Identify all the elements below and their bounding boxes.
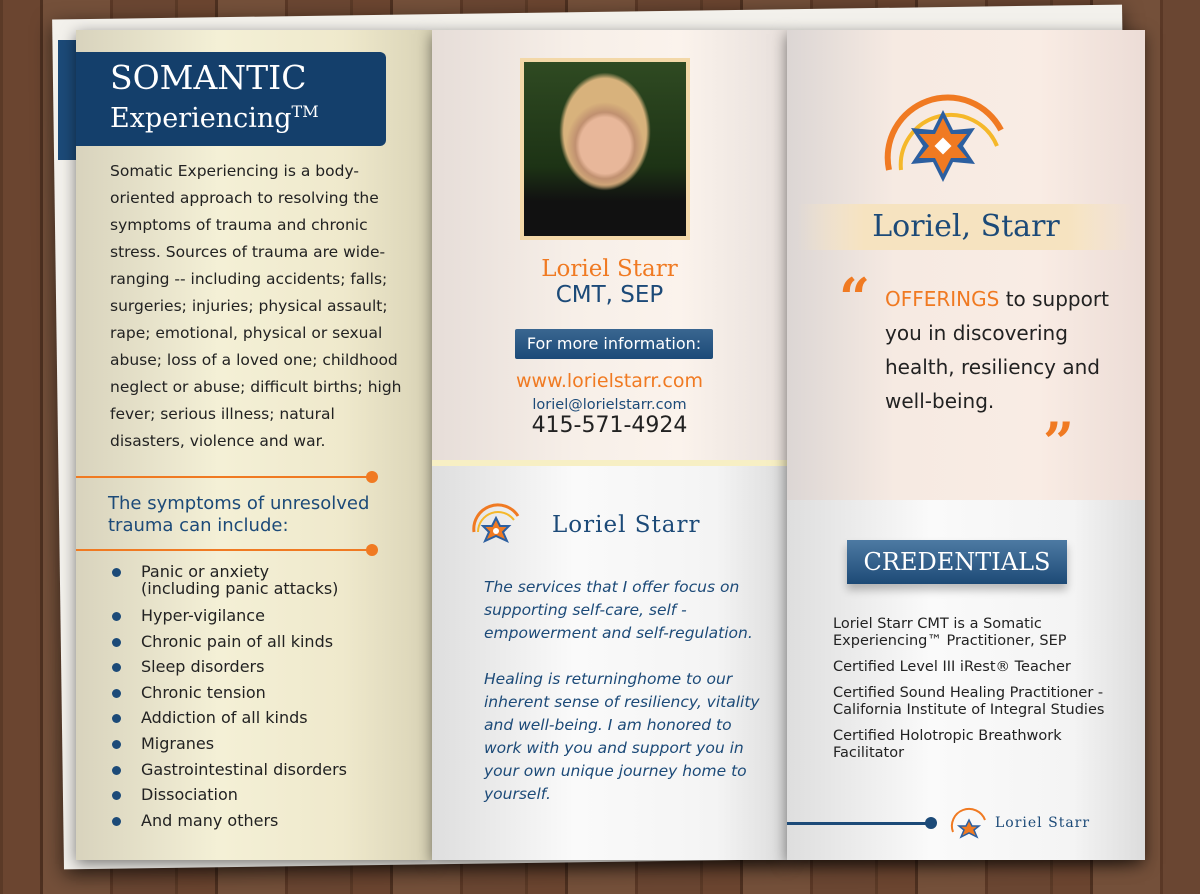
symptoms-heading: The symptoms of unresolved trauma can include: — [108, 493, 370, 536]
bullet-icon — [112, 612, 121, 621]
starr-logo-icon — [468, 492, 524, 552]
website-link[interactable]: www.lorielstarr.com — [515, 370, 704, 392]
credentials-heading: CREDENTIALS — [847, 540, 1067, 584]
symptoms-list — [112, 563, 352, 833]
title-line1: SOMANTIC — [110, 58, 307, 97]
offerings-quote — [885, 282, 1115, 418]
starr-logo-small-icon — [949, 802, 989, 842]
symptom-item — [112, 629, 352, 655]
brand-name-banner: Loriel, Starr — [797, 204, 1135, 250]
symptom-item — [112, 782, 352, 808]
trademark: TM — [291, 102, 319, 121]
bullet-icon — [112, 568, 121, 577]
footer-rule — [787, 822, 931, 825]
portrait-photo — [520, 58, 690, 240]
title-box — [76, 52, 386, 146]
footer-brand: Loriel Starr — [995, 815, 1091, 831]
intro-text: Somatic Experiencing is a body-oriented approach to resolving the symptoms of trauma and chronic stress. Sources of trauma are wide-ranging -- including accidents; falls; surgeries; injuries; physical assault; rape; emotional, physical or sexual abuse; loss of a loved one; childhood neglect or abuse; difficult births; high fever; serious illness; natural disasters, violence and war. — [110, 162, 402, 450]
symptom-text: Migranes — [141, 733, 215, 753]
phone-number: 415-571-4924 — [531, 413, 688, 438]
symptom-text: Sleep disorders — [141, 657, 265, 677]
symptom-text: Chronic tension — [141, 682, 266, 702]
open-quote-icon: “ — [839, 266, 871, 330]
bullet-icon — [112, 689, 121, 698]
right-panel — [787, 30, 1145, 860]
close-quote-icon: ” — [1043, 410, 1075, 474]
symptom-item — [112, 680, 352, 706]
starr-logo-large-icon — [875, 50, 1015, 200]
credential-item: Certified Sound Healing Practitioner - California Institute of Integral Studies — [833, 685, 1105, 718]
symptom-text: Panic or anxiety (including panic attacks) — [141, 562, 339, 598]
symptom-text: Gastrointestinal disorders — [141, 759, 347, 779]
brand-name: Loriel Starr — [552, 512, 701, 538]
left-panel — [76, 30, 432, 860]
email-link[interactable]: loriel@lorielstarr.com — [532, 397, 687, 413]
symptom-text: Addiction of all kinds — [141, 708, 308, 728]
symptom-item — [112, 654, 352, 680]
symptom-text: Chronic pain of all kinds — [141, 631, 334, 651]
title-line2 — [110, 96, 386, 135]
healing-paragraph: Healing is returninghome to our inherent sense of resiliency, vitality and well-being. I am honored to work with you and support you in your own unique journey home to yourself. — [484, 670, 760, 803]
symptom-item — [112, 705, 352, 731]
symptom-text: Hyper-vigilance — [141, 606, 265, 625]
credential-item: Certified Holotropic Breathwork Facilitator — [833, 728, 1062, 761]
symptom-item — [112, 603, 352, 629]
symptom-text: And many others — [141, 810, 279, 830]
quote-highlight: OFFERINGS — [885, 287, 1000, 311]
credential-item: Certified Level III iRest® Teacher — [833, 659, 1071, 675]
credentials-list — [833, 616, 1133, 771]
person-name: Loriel Starr — [541, 256, 678, 282]
bullet-icon — [112, 740, 121, 749]
person-title: CMT, SEP — [555, 282, 664, 308]
symptom-item — [112, 731, 352, 757]
divider — [76, 476, 372, 478]
bullet-icon — [112, 714, 121, 723]
symptom-item — [112, 808, 352, 834]
symptom-item — [112, 563, 352, 597]
symptom-text: Dissociation — [141, 785, 238, 805]
more-info-label: For more information: — [515, 329, 713, 359]
back-sheet-strip — [58, 40, 78, 160]
bullet-icon — [112, 791, 121, 800]
bullet-icon — [112, 817, 121, 826]
title-word: Experiencing — [110, 103, 292, 134]
bullet-icon — [112, 766, 121, 775]
credential-item: Loriel Starr CMT is a Somatic Experiencing™ Practitioner, SEP — [833, 616, 1067, 649]
symptom-item — [112, 757, 352, 783]
quote-text: to support you in discovering health, resiliency and well-being. — [885, 287, 1109, 413]
divider — [76, 549, 372, 551]
services-paragraph: The services that I offer focus on supporting self-care, self - empowerment and self-regulation. — [484, 578, 753, 642]
bullet-icon — [112, 663, 121, 672]
bullet-icon — [112, 638, 121, 647]
middle-panel — [432, 30, 787, 860]
